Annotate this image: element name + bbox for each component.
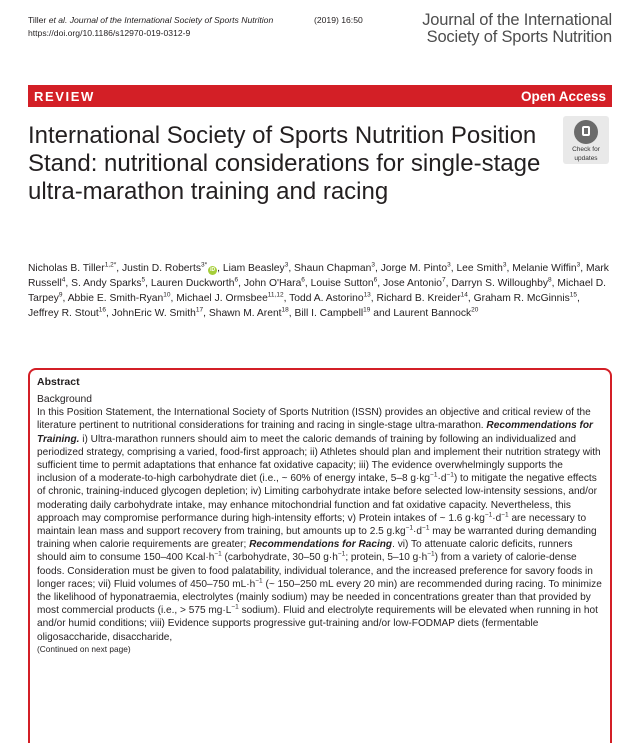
- abstract-superscript: −1: [231, 603, 239, 611]
- author-affiliation: 11,12: [267, 291, 284, 299]
- author-affiliation: 19: [363, 306, 371, 314]
- citation-journal: Journal of the International Society of Sports Nutrition: [69, 15, 274, 25]
- author-separator: ,: [370, 293, 377, 304]
- author-affiliation: 6: [373, 276, 378, 284]
- author-separator: ,: [238, 278, 244, 289]
- page-header: [28, 11, 612, 54]
- author-affiliation: 3: [502, 261, 507, 269]
- author-name: Shawn M. Arent: [208, 308, 282, 319]
- author-name: Liam Beasley: [222, 263, 285, 274]
- author-affiliation: 3: [447, 261, 451, 269]
- author-affiliation: 9: [58, 291, 63, 299]
- author-name: John O'Hara: [243, 278, 302, 289]
- abstract-text-segment: ·d: [413, 526, 423, 538]
- abstract-superscript: −1: [427, 551, 435, 559]
- open-access-label: Open Access: [520, 88, 606, 104]
- abstract-text: [37, 406, 602, 644]
- author-name: Justin D. Roberts: [122, 263, 201, 274]
- author-name: Nicholas B. Tiller: [28, 263, 105, 274]
- author-separator: ,: [506, 263, 513, 274]
- citation-etal: et al.: [48, 15, 68, 25]
- author-affiliation: 5: [141, 276, 146, 284]
- author-affiliation: 7: [441, 276, 446, 284]
- author-separator: ,: [580, 263, 587, 274]
- author-name: Richard B. Kreider: [376, 293, 461, 304]
- author-separator: ,: [304, 278, 311, 289]
- author-name: Michael J. Ormsbee: [176, 293, 268, 304]
- abstract-text-segment: (~ 150–250 mL every 20 min) are recommended during racing. To minimize the likelihood of hyponatraemia, electrolytes (mainly sodium) may be needed in concentrations greater than that provided by most commercial products (i.e., > 575 mg·L: [37, 578, 602, 617]
- article-type-banner: [28, 85, 612, 107]
- author-separator: ,: [577, 293, 580, 304]
- author-separator: ,: [377, 278, 383, 289]
- citation-authors: Tiller: [28, 15, 47, 25]
- abstract-superscript: −1: [446, 471, 454, 479]
- abstract-subheading: Background: [37, 394, 92, 405]
- abstract-text-segment: ·d: [437, 473, 447, 485]
- abstract-text-segment: ; protein, 5–10 g·h: [345, 552, 428, 564]
- author-separator: ,: [62, 293, 68, 304]
- author-name: Lauren Duckworth: [150, 278, 235, 289]
- abstract-superscript: −1: [484, 511, 493, 519]
- abstract-text-segment: . vi) To attenuate caloric deficits, runners should aim to consume 150–400 Kcal·h: [37, 539, 573, 564]
- author-separator: ,: [170, 293, 177, 304]
- author-separator: ,: [145, 278, 151, 289]
- abstract-superscript: −1: [337, 551, 346, 559]
- abstract-superscript: −1: [255, 577, 263, 585]
- author-name: Shaun Chapman: [294, 263, 372, 274]
- author-separator: ,: [288, 263, 295, 274]
- abstract-superscript: −1: [422, 524, 430, 532]
- orcid-icon[interactable]: iD: [210, 267, 216, 273]
- author-separator: ,: [65, 278, 72, 289]
- author-name: Melanie Wiffin: [512, 263, 577, 274]
- author-separator: ,: [106, 308, 112, 319]
- author-affiliation: 13: [363, 291, 371, 299]
- doi-link[interactable]: https://doi.org/10.1186/s12970-019-0312-9: [28, 28, 191, 38]
- author-affiliation: 8: [548, 276, 552, 284]
- author-list: [28, 261, 612, 321]
- check-for-updates-button[interactable]: [563, 116, 609, 164]
- author-affiliation: 10: [163, 291, 171, 299]
- author-name: Abbie E. Smith-Ryan: [67, 293, 164, 304]
- article-title: International Society of Sports Nutrition Position Stand: nutritional considerations for single-stage ultra-marathon training and racing: [28, 122, 541, 205]
- author-affiliation: 6: [301, 276, 305, 284]
- abstract-text-segment: (carbohydrate, 30–50 g·h: [221, 552, 338, 564]
- author-affiliation: 14: [460, 291, 468, 299]
- article-type-label: REVIEW: [34, 88, 95, 104]
- abstract-section-label: Recommendations for Training.: [37, 420, 593, 445]
- author-separator: ,: [467, 293, 474, 304]
- author-name: Laurent Bannock: [393, 308, 472, 319]
- abstract-text-segment: are necessary to maintain lean mass and support recovery from training, but amounts up to 2.5 g.kg: [37, 512, 587, 538]
- check-for-updates-line2: updates: [574, 155, 598, 162]
- author-affiliation: 3: [284, 261, 289, 269]
- journal-logo-line1: Journal of the International: [422, 11, 612, 29]
- author-name: Jose Antonio: [383, 278, 442, 289]
- abstract-superscript: −1: [501, 511, 509, 519]
- author-name: Bill I. Campbell: [294, 308, 364, 319]
- author-separator: ,: [450, 263, 457, 274]
- abstract-text-segment: i) Ultra-marathon runners should aim to meet the caloric demands of training by following an individualized and periodized strategy, comprising a varied, food-first approach; ii) Athletes should plan and implement their nutrition strategy with sufficient time to permit adaptations that enhance fat oxidative capacity; iii) The evidence overwhelmingly supports the inclusion of a moderate-to-high carbohydrate diet (i.e., ~ 60% of energy intake, 5–8 g·kg: [37, 433, 601, 485]
- journal-logo: [422, 12, 612, 46]
- author-affiliation: 16: [98, 306, 107, 314]
- author-name: Jorge M. Pinto: [380, 263, 448, 274]
- author-name: Michael D. Tarpey: [28, 278, 607, 304]
- author-separator: ,: [283, 293, 290, 304]
- abstract-text-segment: ) to mitigate the negative effects of chronic, training-induced glycogen depletion; iv) Limiting carbohydrate intake before selected low-intensity sessions, and/or moderating daily carbohydrate intake, may enhance mitochondrial function and fat oxidative capacity. Nevertheless, this approach may compromise performance during high-intensity efforts; v) Protein intakes of ~ 1.6 g·kg: [37, 473, 597, 524]
- author-affiliation: 3: [576, 261, 581, 269]
- author-name: S. Andy Sparks: [71, 278, 142, 289]
- author-name: Louise Sutton: [310, 278, 374, 289]
- continued-note: (Continued on next page): [37, 643, 131, 654]
- author-separator: ,: [551, 278, 558, 289]
- author-separator: ,: [445, 278, 452, 289]
- author-name: JohnEric W. Smith: [111, 308, 196, 319]
- citation-volume: (2019) 16:50: [314, 15, 363, 25]
- abstract-superscript: −1: [430, 471, 438, 479]
- author-affiliation: 15: [569, 291, 577, 299]
- author-affiliation: 18: [281, 306, 289, 314]
- journal-logo-line2: Society of Sports Nutrition: [426, 28, 612, 46]
- author-name: Jeffrey R. Stout: [28, 308, 99, 319]
- author-separator: ,: [203, 308, 209, 319]
- author-separator: ,: [288, 308, 295, 319]
- author-affiliation: 3*: [200, 261, 208, 269]
- abstract-text-segment: In this Position Statement, the International Society of Sports Nutrition (ISSN) provides an objective and critical review of the literature pertinent to nutritional considerations for training and racing in single-stage ultra-marathon.: [37, 407, 591, 432]
- abstract-superscript: −1: [405, 524, 414, 532]
- abstract-text-segment: ·d: [492, 512, 502, 524]
- check-for-updates-line1: Check for: [572, 146, 600, 153]
- abstract-superscript: −1: [214, 551, 222, 559]
- author-name: Mark Russell: [28, 263, 609, 289]
- author-affiliation: 4: [61, 276, 66, 284]
- abstract-text-segment: sodium). Fluid and electrolyte requirements will be elevated when running in hot and/or humid conditions; viii) Evidence supports progressive gut-training and/or low-FODMAP diets (fermentable oligosaccharide, disaccharide,: [37, 605, 598, 643]
- author-name: Darryn S. Willoughby: [451, 278, 549, 289]
- check-for-updates-icon: [574, 120, 598, 144]
- author-separator: ,: [116, 263, 122, 274]
- author-affiliation: 20: [471, 306, 479, 314]
- author-separator: ,: [217, 263, 223, 274]
- author-name: Todd A. Astorino: [289, 293, 364, 304]
- abstract-text-segment: may be warranted during demanding training when calorie requirements are greater;: [37, 526, 597, 551]
- author-separator: and: [370, 308, 394, 319]
- author-affiliation: 3: [371, 261, 375, 269]
- author-affiliation: 17: [195, 306, 204, 314]
- abstract-section-label: Recommendations for Racing: [249, 539, 393, 551]
- abstract-text-segment: ) from a variety of calorie-dense foods. Consideration must be given to food palatability, individual tolerance, and the increased preference for savory foods in longer races; vii) Fluid volumes of 450–750 mL·h: [37, 552, 593, 590]
- author-name: Graham R. McGinnis: [473, 293, 570, 304]
- abstract-box: [28, 368, 612, 743]
- author-affiliation: 1,2*: [104, 261, 117, 269]
- author-name: Lee Smith: [456, 263, 503, 274]
- author-affiliation: 6: [234, 276, 239, 284]
- abstract-heading: Abstract: [37, 376, 80, 388]
- author-separator: ,: [374, 263, 381, 274]
